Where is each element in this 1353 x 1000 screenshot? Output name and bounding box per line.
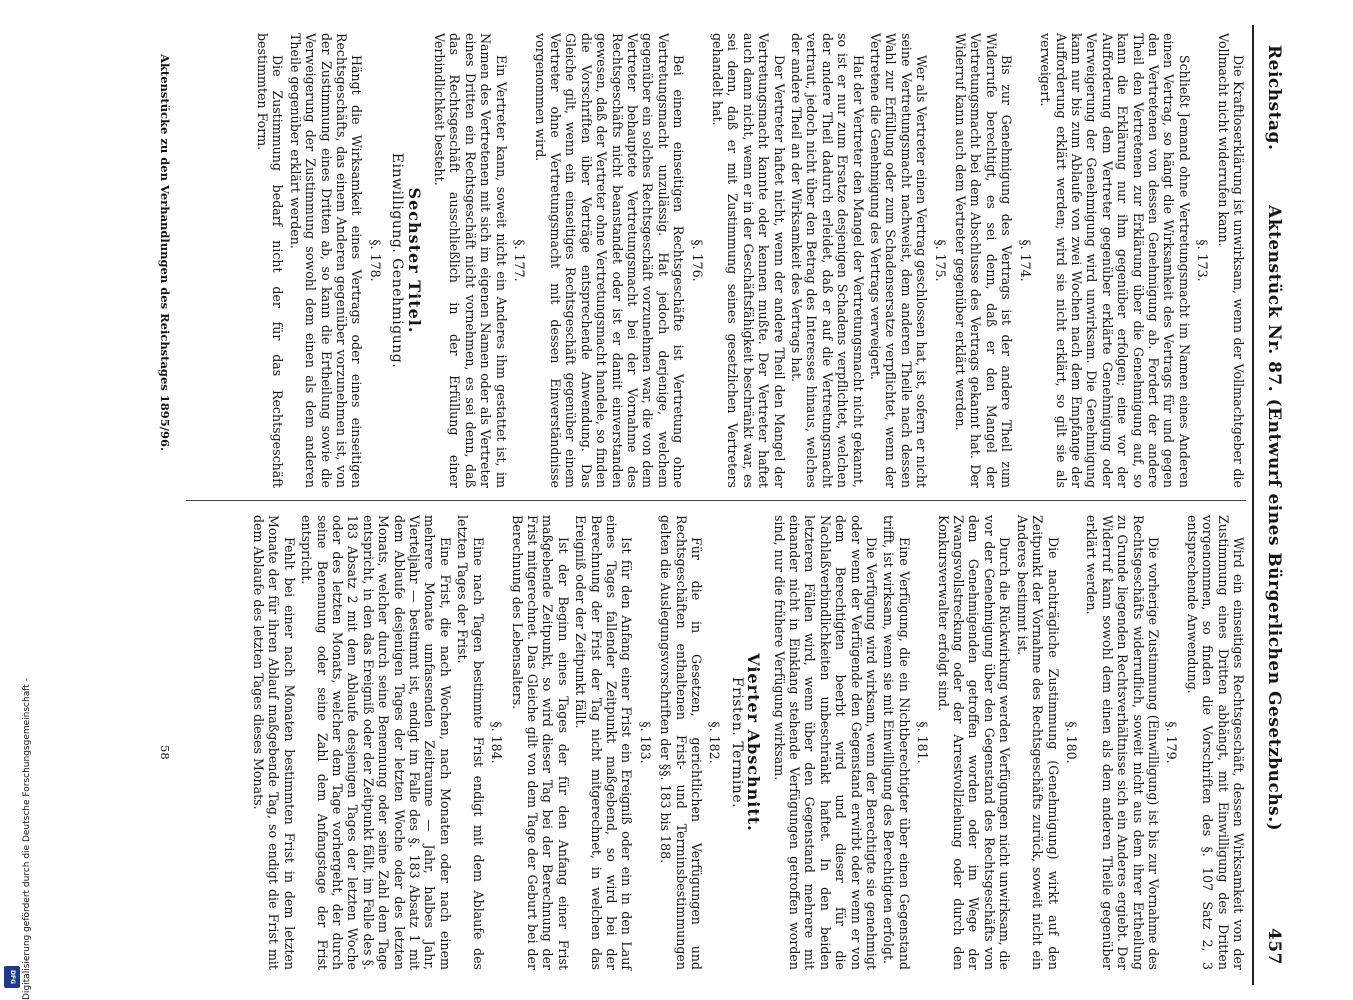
right-column bbox=[249, 515, 1246, 970]
paragraph: Eine Frist, die nach Wochen, nach Monaten oder nach einem mehrere Monate umfassenden Zeitraume — Jahr, halbes Jahr, Vierteljahr — bestimmt ist, endigt im Falle des §. 183 Absatz 1 mit dem Ablaufe desjenigen Tages der letzten Woche oder des letzten Monats, welcher durch seine Benennung oder seine Zahl dem Tage entspricht, in den das Ereigniß oder der Zeitpunkt fällt, im Falle des §. 183 Absatz 2 mit dem Ablaufe desjenigen Tages der letzten Woche oder des letzten Monats, welcher dem Tage vorhergeht, der durch seine Benennung oder seine Zahl dem Anfangstage der Frist entspricht. bbox=[299, 515, 453, 970]
paragraph: Für die in Gesetzen, gerichtlichen Verfügungen und Rechtsgeschäften enthaltenen Frist- und Terminsbestimmungen gelten die Auslegungsvorschriften der §§. 183 bis 188. bbox=[658, 515, 704, 970]
paragraph: Wird ein einseitiges Rechtsgeschäft, dessen Wirksamkeit von der Zustimmung eines Dritten abhängt, mit Einwilligung des Dritten vorgenommen, so finden die Vorschriften des §. 107 Satz 2, 3 entsprechende Anwendung. bbox=[1184, 515, 1246, 970]
section-heading: §. 178. bbox=[367, 239, 383, 282]
left-column bbox=[253, 33, 1246, 488]
paragraph: Der Vertreter haftet nicht, wenn der andere Theil den Mangel der Vertretungsmacht kannte oder kennen mußte. Der Vertreter haftet auch dann nicht, wenn er in der Geschäftsfähigkeit beschränkt war, es sei denn, daß er mit Zustimmung seines gesetzlichen Vertreters gehandelt hat. bbox=[710, 33, 787, 488]
paragraph: Die Verfügung wird wirksam, wenn der Berechtigte sie genehmigt oder wenn der Verfügende den Gegenstand erwirbt oder wenn er von dem Berechtigten beerbt wird und dieser für die Nachlaßverbindlichkeiten unbeschränkt haftet. In den beiden letzteren Fällen wird, wenn über den Gegenstand mehrere mit einander nicht in Einklang stehende Verfügungen getroffen worden sind, nur die frühere Verfügung wirksam. bbox=[771, 515, 880, 970]
page-footer: Aktenstücke zu den Verhandlungen des Reichstages 1895/96. bbox=[158, 54, 172, 451]
header-rule bbox=[1252, 25, 1254, 985]
paragraph: Ein Vertreter kann, soweit nicht ein Anderes ihm gestattet ist, im Namen des Vertretenen mit sich im eigenen Namen oder als Vertreter eines Dritten ein Rechtsgeschäft nicht vornehmen, es sei denn, daß das Rechtsgeschäft ausschließlich in der Erfüllung einer Verbindlichkeit besteht. bbox=[432, 33, 509, 488]
section-heading: §. 177. bbox=[512, 239, 528, 282]
bottom-page-number: 58 bbox=[158, 745, 172, 760]
column-divider bbox=[186, 500, 1246, 501]
page-number: 457 bbox=[1264, 928, 1284, 965]
paragraph: Hängt die Wirksamkeit eines Vertrags oder eines einseitigen Rechtsgeschäfts, das einem Anderen gegenüber vorzunehmen ist, von der Zustimmung eines Dritten ab, so kann die Ertheilung sowie die Verweigerung der Zustimmung sowohl dem einen als dem anderen Theile gegenüber erklärt werden. bbox=[287, 33, 365, 488]
paragraph: Eine Verfügung, die ein Nichtberechtigter über einen Gegenstand trifft, ist wirksam, wenn sie mit Einwilligung des Berechtigten erfolgt. bbox=[881, 515, 912, 970]
section-heading: §. 182. bbox=[707, 721, 723, 764]
paragraph: Schließt Jemand ohne Vertretungsmacht im Namen eines Anderen einen Vertrag, so hängt die Wirksamkeit des Vertrags für und gegen den Vertretenen von dessen Genehmigung ab. Fordert der andere Theil den Vertretenen zur Erklärung über die Genehmigung auf, so kann die Erklärung nur ihm gegenüber erfolgen; eine vor der Aufforderung dem Vertreter gegenüber erklärte Genehmigung oder Verweigerung der Genehmigung wird unwirksam. Die Genehmigung kann nur bis zum Ablaufe von zwei Wochen nach dem Empfange der Aufforderung erklärt werden; wird sie nicht erklärt, so gilt sie als verweigert. bbox=[1038, 33, 1192, 488]
dfg-logo-icon bbox=[4, 966, 20, 988]
paragraph: Wer als Vertreter einen Vertrag geschlossen hat, ist, sofern er nicht seine Vertretungsmacht nachweist, dem anderen Theile nach dessen Wahl zur Erfüllung oder zum Schadensersatze verpflichtet, wenn der Vertretene die Genehmigung des Vertrags verweigert. bbox=[868, 33, 930, 488]
section-heading: §. 174. bbox=[1017, 239, 1033, 282]
paragraph: Die Zustimmung bedarf nicht der für das Rechtsgeschäft bestimmten Form. bbox=[255, 33, 286, 488]
paragraph: Ist der Beginn eines Tages der für den Anfang einer Frist maßgebende Zeitpunkt, so wird dieser Tag bei der Berechnung der Frist mitgerechnet. Das Gleiche gilt von dem Tage der Geburt bei der Berechnung des Lebensalters. bbox=[509, 515, 571, 970]
chapter-subtitle: Fristen. Termine. bbox=[728, 676, 745, 809]
paragraph: Bis zur Genehmigung des Vertrags ist der andere Theil zum Widerrufe berechtigt, es sei denn, daß er den Mangel der Vertretungsmacht bei dem Abschlusse des Vertrags gekannt hat. Der Widerruf kann auch dem Vertreter gegenüber erklärt werden. bbox=[953, 33, 1015, 488]
paragraph: Bei einem einseitigen Rechtsgeschäfte ist Vertretung ohne Vertretungsmacht unzulässig. Hat jedoch derjenige, welchem gegenüber ein solches Rechtsgeschäft vorzunehmen war, die von dem Vertreter behauptete Vertretungsmacht bei der Vornahme des Rechtsgeschäfts nicht beanstandet oder ist er damit einverstanden gewesen, daß der Vertreter ohne Vertretungsmacht handele, so finden die Vorschriften über Verträge entsprechende Anwendung. Das Gleiche gilt, wenn ein einseitiges Rechtsgeschäft gegenüber einem Vertreter ohne Vertretungsmacht mit dessen Einverständnisse vorgenommen wird. bbox=[532, 33, 687, 488]
section-heading: §. 176. bbox=[689, 239, 705, 282]
paragraph: Die Kraftloserklärung ist unwirksam, wenn der Vollmachtgeber die Vollmacht nicht widerrufen kann. bbox=[1215, 33, 1246, 488]
section-heading: §. 184. bbox=[489, 721, 505, 764]
chapter-title: Sechster Titel. bbox=[404, 187, 424, 334]
digitization-credit bbox=[6, 600, 32, 1000]
paragraph: Hat der Vertreter den Mangel der Vertretungsmacht nicht gekannt, so ist er nur zum Ersatze desjenigen Schadens verpflichtet, welchen der andere Theil dadurch erleidet, daß er auf die Vertretungsmacht vertraut, jedoch nicht über den Betrag des Interesses hinaus, welches der andere Theil an der Wirksamkeit des Vertrags hat. bbox=[789, 33, 866, 488]
paragraph: Durch die Rückwirkung werden Verfügungen nicht unwirksam, die vor der Genehmigung über den Gegenstand des Rechtsgeschäfts von dem Genehmigenden getroffen worden oder im Wege der Zwangsvollstreckung oder der Arrestvollziehung oder durch den Konkursverwalter erfolgt sind. bbox=[935, 515, 1013, 970]
header-left: Reichstag. bbox=[1264, 45, 1284, 151]
header-center: Aktenstück Nr. 87. (Entwurf eines Bürgerlichen Gesetzbuchs.) bbox=[1264, 205, 1284, 832]
document-page bbox=[50, 25, 1290, 985]
section-heading: §. 179. bbox=[1164, 721, 1180, 764]
paragraph: Die vorherige Zustimmung (Einwilligung) ist bis zur Vornahme des Rechtsgeschäfts widerruflich, soweit nicht aus dem ihrer Ertheilung zu Grunde liegenden Rechtsverhältnisse sich ein Anderes ergiebt. Der Widerruf kann sowohl dem einen als dem anderen Theile gegenüber erklärt werden. bbox=[1084, 515, 1161, 970]
dfg-logo-text: DFG bbox=[9, 969, 16, 984]
paragraph: Ist für den Anfang einer Frist ein Ereigniß oder ein in den Lauf eines Tages fallender Zeitpunkt maßgebend, so wird bei der Berechnung der Frist der Tag nicht mitgerechnet, in welchen das Ereigniß oder der Zeitpunkt fällt. bbox=[573, 515, 635, 970]
paragraph: Die nachträgliche Zustimmung (Genehmigung) wirkt auf den Zeitpunkt der Vornahme des Rechtsgeschäfts zurück, soweit nicht ein Anderes bestimmt ist. bbox=[1014, 515, 1061, 970]
section-heading: §. 173. bbox=[1195, 239, 1211, 282]
digitization-credit-text: Digitalisierung gefördert durch die Deutsche Forschungsgemeinschaft - bbox=[22, 678, 32, 1000]
chapter-subtitle: Einwilligung. Genehmigung. bbox=[389, 152, 406, 369]
chapter-title: Vierter Abschnitt. bbox=[744, 653, 764, 832]
section-heading: §. 180. bbox=[1063, 721, 1079, 764]
paragraph: Eine nach Tagen bestimmte Frist endigt mit dem Ablaufe des letzten Tages der Frist. bbox=[455, 515, 486, 970]
section-heading: §. 183. bbox=[637, 721, 653, 764]
section-heading: §. 181. bbox=[915, 721, 931, 764]
paragraph: Fehlt bei einer nach Monaten bestimmten Frist in dem letzten Monate der für ihren Ablauf maßgebende Tag, so endigt die Frist mit dem Ablaufe des letzten Tages dieses Monats. bbox=[251, 515, 297, 970]
section-heading: §. 175. bbox=[932, 239, 948, 282]
page-header bbox=[1256, 25, 1290, 985]
